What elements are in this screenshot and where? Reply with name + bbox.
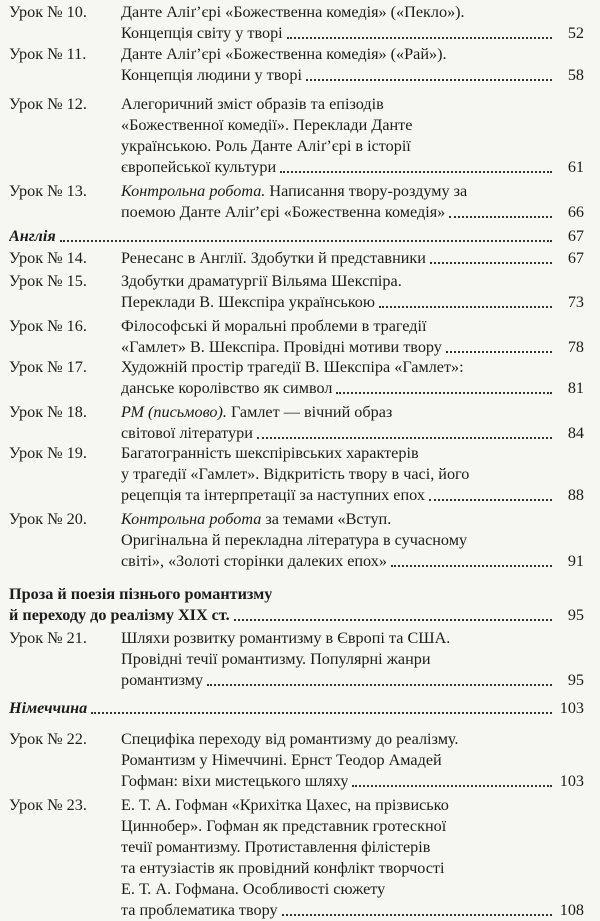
heading-text: Англія xyxy=(9,227,56,245)
lesson-text xyxy=(121,136,411,157)
toc-lesson-entry xyxy=(9,248,584,269)
lesson-text-part: у трагедії «Гамлет». Відкритість твору в часі, його xyxy=(121,465,470,483)
lesson-text xyxy=(121,2,465,23)
lesson-text xyxy=(121,337,442,358)
leader-dots xyxy=(379,305,552,308)
leader-dots xyxy=(429,498,552,501)
lesson-text-part: та ентузіастів як провідний конфлікт творчості xyxy=(121,859,445,877)
lesson-text-part: «Гамлет» В. Шекспіра. Провідні мотиви твору xyxy=(121,338,442,356)
lesson-text xyxy=(121,670,203,691)
toc-lesson-entry xyxy=(9,628,584,691)
lesson-label: Урок № 17. xyxy=(9,358,87,376)
lesson-text xyxy=(121,157,276,178)
lesson-text xyxy=(121,628,450,649)
lesson-text xyxy=(121,423,253,444)
leader-dots xyxy=(391,564,552,567)
lesson-text-part: Данте Аліґ’єрі «Божественна комедія» («Пекло»). xyxy=(121,3,465,21)
lesson-text-part: Циннобер». Гофман як представник гротескної xyxy=(121,817,447,835)
lesson-label: Урок № 18. xyxy=(9,403,87,421)
leader-dots xyxy=(91,711,552,714)
toc-lesson-entry xyxy=(9,316,584,358)
lesson-text xyxy=(121,443,419,464)
lesson-text xyxy=(121,879,385,900)
section-title: й переходу до реалізму XIX ст. xyxy=(9,606,230,624)
lesson-text-part: «Божественної комедії». Переклади Данте xyxy=(121,116,413,134)
lesson-text-part: Алегоричний зміст образів та епізодів xyxy=(121,95,384,113)
page-number: 58 xyxy=(567,66,584,84)
lesson-text xyxy=(121,271,402,292)
leader-dots xyxy=(287,36,552,39)
lesson-label: Урок № 14. xyxy=(9,249,87,267)
lesson-label: Урок № 13. xyxy=(9,182,87,200)
toc-lesson-entry xyxy=(9,94,584,178)
page-number: 95 xyxy=(567,671,584,689)
page-number: 108 xyxy=(559,901,584,919)
lesson-text xyxy=(121,378,332,399)
leader-dots xyxy=(60,239,552,242)
toc-lesson-entry xyxy=(9,402,584,444)
lesson-text-part: Шляхи розвитку романтизму в Європі та США. xyxy=(121,629,451,647)
page-number: 66 xyxy=(567,203,584,221)
lesson-text xyxy=(121,402,392,423)
lesson-text xyxy=(121,181,467,202)
lesson-label: Урок № 12. xyxy=(9,95,87,113)
page-number: 84 xyxy=(567,424,584,442)
lesson-label: Урок № 11. xyxy=(9,45,87,63)
page-number: 52 xyxy=(567,24,584,42)
leader-dots xyxy=(282,913,552,916)
page-number: 78 xyxy=(567,338,584,356)
leader-dots xyxy=(446,350,552,353)
leader-dots xyxy=(430,261,552,264)
page-number: 95 xyxy=(567,606,584,624)
lesson-text-part: течії романтизму. Протиставлення філістерів xyxy=(121,838,431,856)
lesson-label: Урок № 15. xyxy=(9,272,87,290)
lesson-text-part: Концепція людини у творі xyxy=(121,66,302,84)
lesson-text-part: данське королівство як символ xyxy=(121,379,333,397)
lesson-text xyxy=(121,509,391,530)
lesson-text xyxy=(121,65,302,86)
lesson-text xyxy=(121,649,431,670)
leader-dots xyxy=(207,683,552,686)
lesson-text-italic: Контрольна робота. xyxy=(121,182,266,200)
lesson-text-part: поемою Данте Аліґ’єрі «Божественна комедія» xyxy=(121,203,446,221)
toc-heading xyxy=(9,698,584,719)
lesson-text xyxy=(121,771,348,792)
lesson-text xyxy=(121,115,412,136)
toc-lesson-entry xyxy=(9,44,584,86)
lesson-text-part: Данте Аліґ’єрі «Божественна комедія» («Рай»). xyxy=(121,45,447,63)
lesson-label: Урок № 20. xyxy=(9,510,87,528)
leader-dots xyxy=(234,618,552,621)
lesson-text-part: Е. Т. А. Гофман «Крихітка Цахес, на прізвисько xyxy=(121,796,449,814)
lesson-text xyxy=(121,248,426,269)
leader-dots xyxy=(280,170,552,173)
page-number: 103 xyxy=(559,699,584,717)
leader-dots xyxy=(257,436,552,439)
page-number: 103 xyxy=(559,772,584,790)
lesson-text xyxy=(121,530,467,551)
lesson-text xyxy=(121,858,444,879)
lesson-text xyxy=(121,94,384,115)
lesson-text xyxy=(121,750,442,771)
page-number: 67 xyxy=(567,227,584,245)
lesson-text-part: європейської культури xyxy=(121,158,277,176)
lesson-text xyxy=(121,551,387,572)
lesson-text-part: Переклади В. Шекспіра українською xyxy=(121,293,375,311)
lesson-text-part: Романтизм у Німеччині. Ернст Теодор Амадей xyxy=(121,751,442,769)
lesson-label: Урок № 22. xyxy=(9,730,87,748)
lesson-text-part: Е. Т. А. Гофмана. Особливості сюжету xyxy=(121,880,386,898)
lesson-text xyxy=(121,816,446,837)
heading-text: Німеччина xyxy=(9,699,88,717)
lesson-text-part: Гофман: віхи мистецького шляху xyxy=(121,772,349,790)
lesson-label: Урок № 16. xyxy=(9,317,87,335)
toc-lesson-entry xyxy=(9,271,584,313)
lesson-text xyxy=(121,485,425,506)
lesson-text-part: Провідні течії романтизму. Популярні жанри xyxy=(121,650,431,668)
lesson-label: Урок № 19. xyxy=(9,444,87,462)
lesson-text-part: світі», «Золоті сторінки далеких епох» xyxy=(121,552,387,570)
lesson-text-italic: Контрольна робота xyxy=(121,510,262,528)
lesson-text xyxy=(121,23,283,44)
toc-lesson-entry xyxy=(9,181,584,223)
toc-lesson-entry xyxy=(9,2,584,44)
lesson-text-part: Оригінальна й перекладна література в сучасному xyxy=(121,531,468,549)
toc-section xyxy=(9,584,584,626)
toc-lesson-entry xyxy=(9,357,584,399)
lesson-text xyxy=(121,837,430,858)
lesson-label: Урок № 10. xyxy=(9,3,87,21)
lesson-text-part: Концепція світу у творі xyxy=(121,24,283,42)
lesson-text-part: романтизму xyxy=(121,671,204,689)
lesson-text xyxy=(121,795,449,816)
lesson-text-part: Багатогранність шекспірівських характерів xyxy=(121,444,419,462)
lesson-text-part: українською. Роль Данте Аліґ’єрі в історії xyxy=(121,137,411,155)
lesson-text-part: Ренесанс в Англії. Здобутки й представники xyxy=(121,249,426,267)
lesson-text xyxy=(121,900,278,921)
lesson-text-part: Специфіка переходу від романтизму до реалізму. xyxy=(121,730,459,748)
lesson-text-part: світової літератури xyxy=(121,424,253,442)
page-number: 91 xyxy=(567,552,584,570)
lesson-text-italic: РМ (письмово). xyxy=(121,403,227,421)
page-number: 73 xyxy=(567,293,584,311)
lesson-text-part: за темами «Вступ. xyxy=(261,510,392,528)
page-number: 61 xyxy=(567,158,584,176)
section-title: Проза й поезія пізнього романтизму xyxy=(9,585,273,603)
page-number: 81 xyxy=(567,379,584,397)
lesson-text xyxy=(121,202,445,223)
lesson-text-part: Художній простір трагедії В. Шекспіра «Гамлет»: xyxy=(121,358,464,376)
lesson-text xyxy=(121,316,427,337)
page-number: 67 xyxy=(567,249,584,267)
toc-lesson-entry xyxy=(9,509,584,572)
lesson-text-part: Написання твору-роздуму за xyxy=(265,182,468,200)
lesson-label: Урок № 21. xyxy=(9,629,87,647)
lesson-text xyxy=(121,729,458,750)
lesson-text-part: Гамлет — вічний образ xyxy=(226,403,393,421)
leader-dots xyxy=(352,784,552,787)
leader-dots xyxy=(449,215,552,218)
lesson-text-part: рецепція та інтерпретації за наступних епох xyxy=(121,486,425,504)
lesson-text xyxy=(121,292,375,313)
toc-lesson-entry xyxy=(9,729,584,792)
lesson-label: Урок № 23. xyxy=(9,796,87,814)
toc-lesson-entry xyxy=(9,443,584,506)
lesson-text xyxy=(121,357,464,378)
toc-heading xyxy=(9,226,584,247)
leader-dots xyxy=(336,391,552,394)
leader-dots xyxy=(306,78,552,81)
lesson-text xyxy=(121,44,447,65)
lesson-text-part: Здобутки драматургії Вільяма Шекспіра. xyxy=(121,272,402,290)
lesson-text xyxy=(121,464,469,485)
lesson-text-part: та проблематика твору xyxy=(121,901,278,919)
toc-lesson-entry xyxy=(9,795,584,921)
lesson-text-part: Філософські й моральні проблеми в трагедії xyxy=(121,317,427,335)
page-number: 88 xyxy=(567,486,584,504)
